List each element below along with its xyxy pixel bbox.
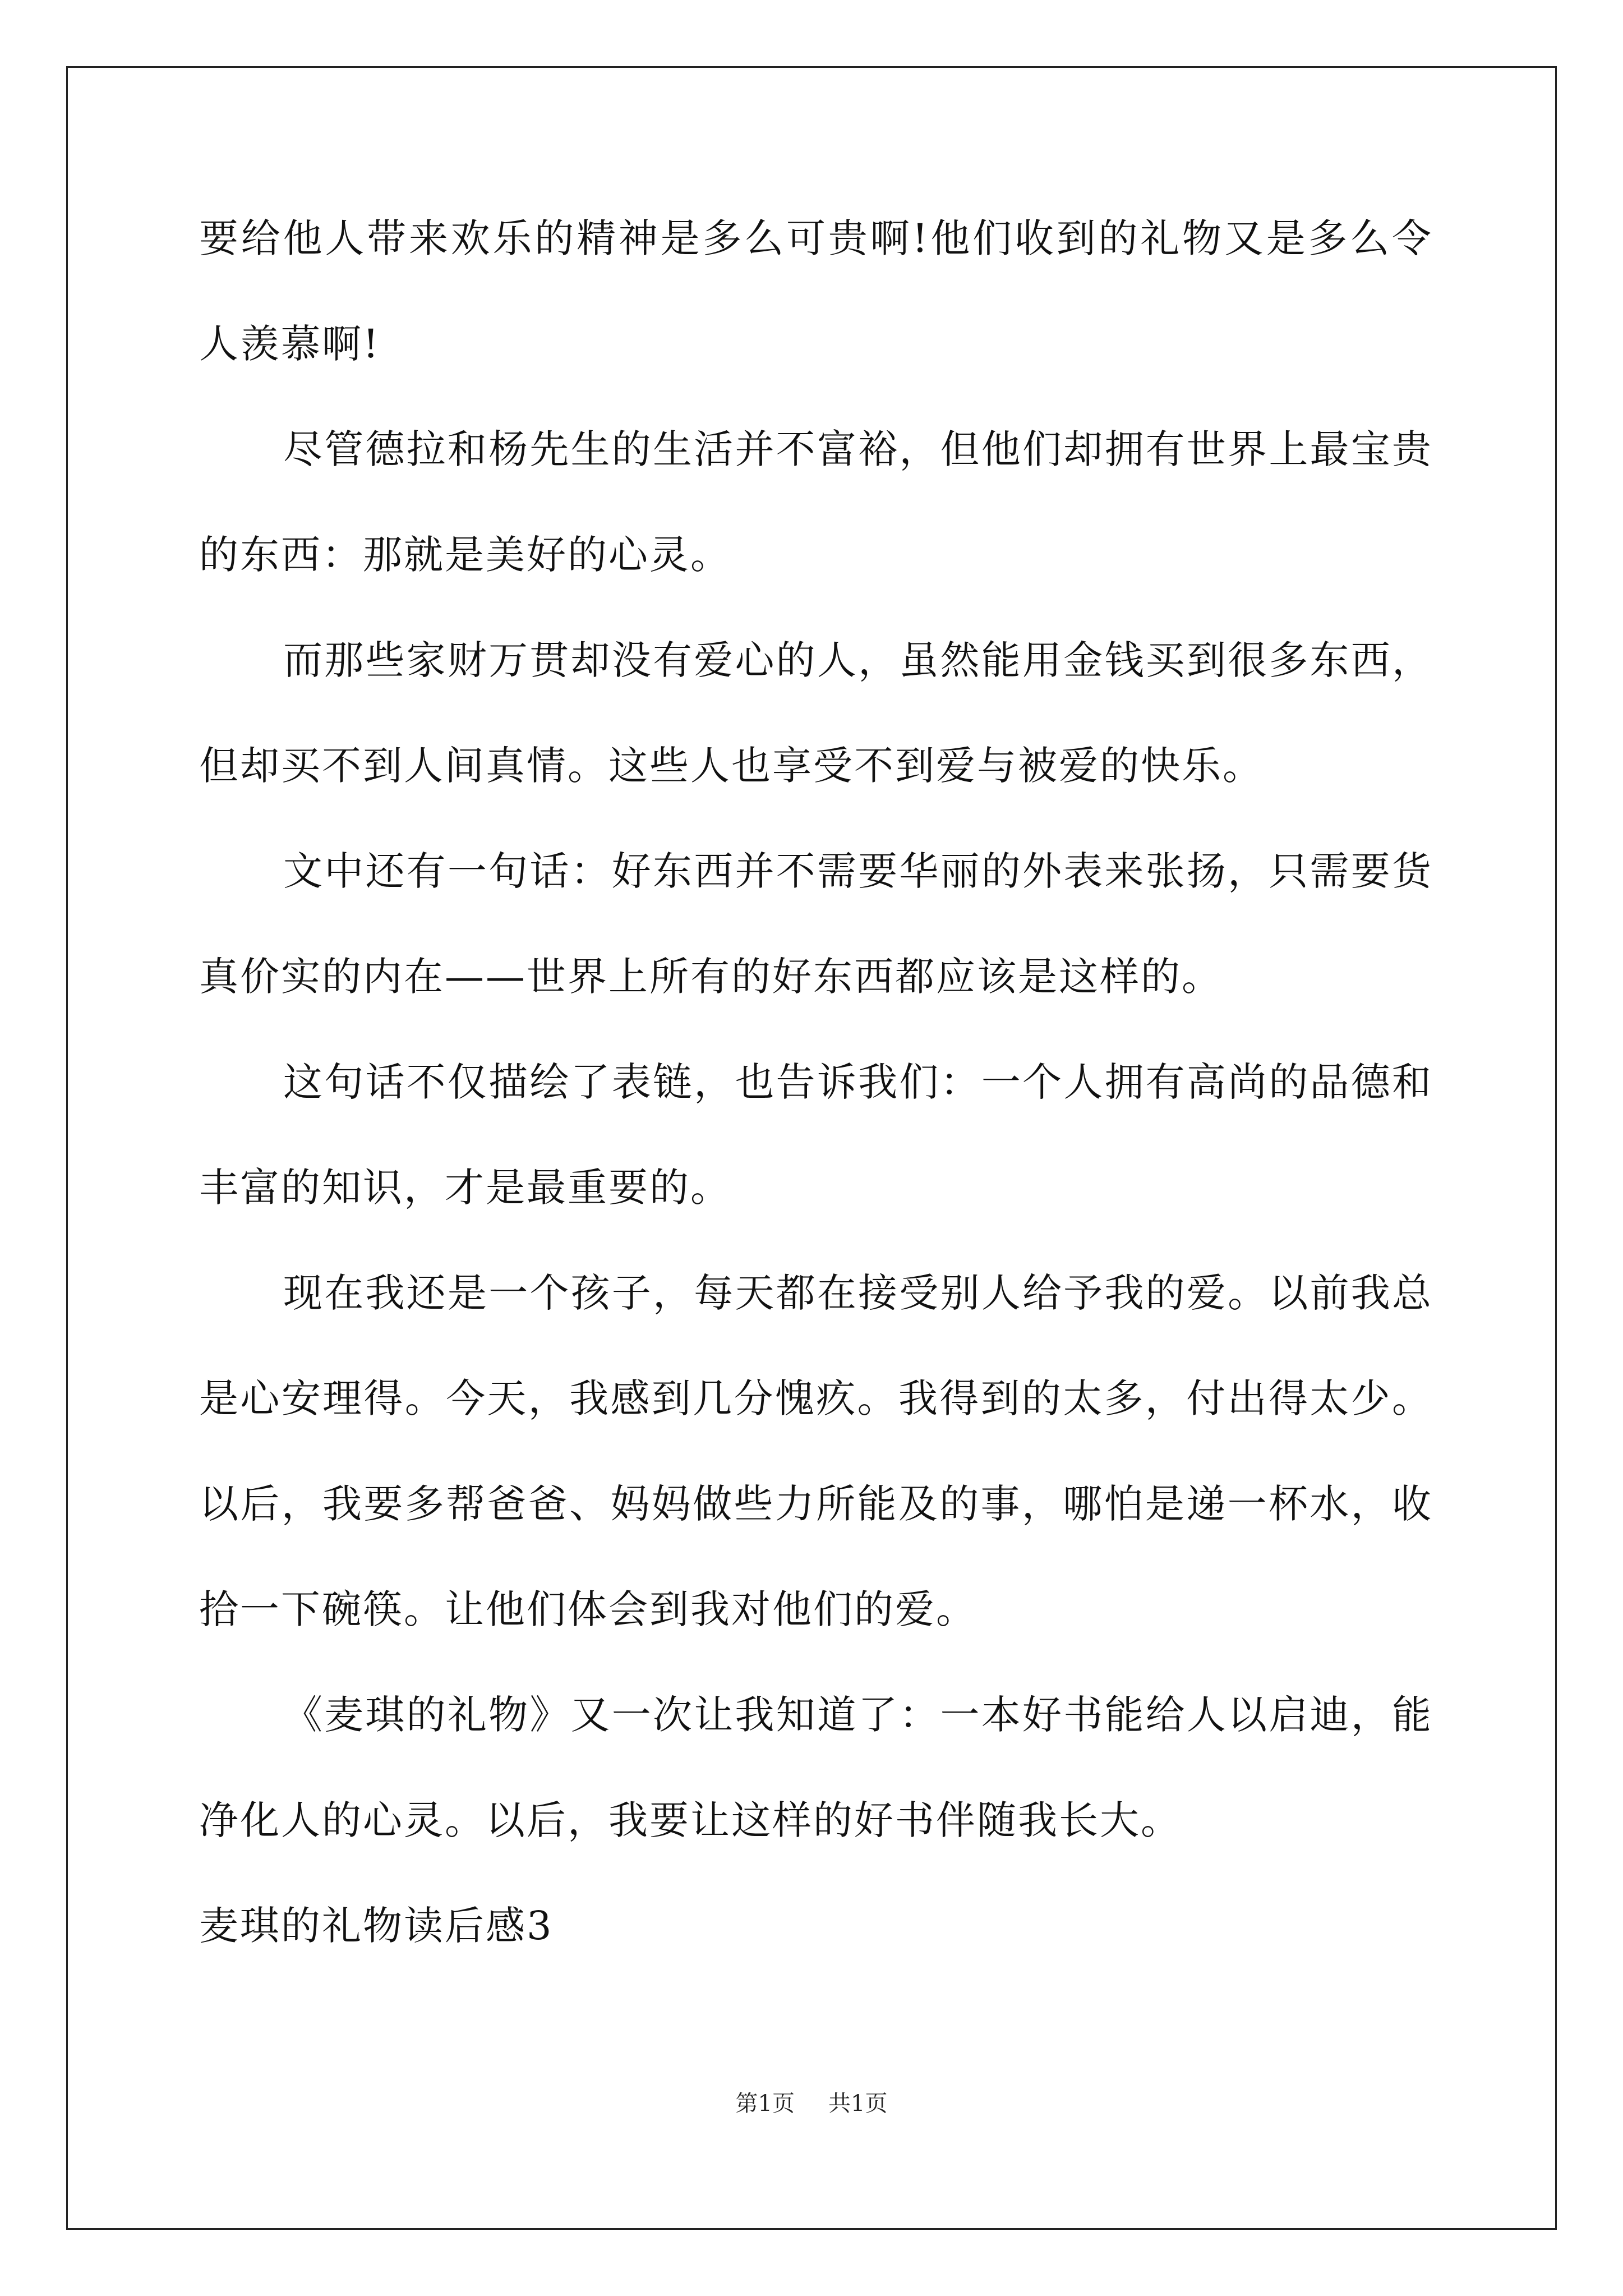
paragraph-line: 的东西：那就是美好的心灵。 xyxy=(199,532,731,578)
page-total: 共1页 xyxy=(828,2091,888,2116)
page-number: 第1页 xyxy=(735,2091,795,2116)
paragraph-line: 《麦琪的礼物》又一次让我知道了：一本好书能给人以启迪，能 xyxy=(283,1692,1433,1738)
paragraph-line: 文中还有一句话：好东西并不需要华丽的外表来张扬，只需要货 xyxy=(283,848,1433,894)
paragraph-line: 是心安理得。今天，我感到几分愧疚。我得到的太多，付出得太少。 xyxy=(199,1375,1433,1421)
page-footer xyxy=(0,2087,1623,2120)
paragraph-line: 这句话不仅描绘了表链，也告诉我们：一个人拥有高尚的品德和 xyxy=(283,1059,1433,1105)
paragraph-line: 净化人的心灵。以后，我要让这样的好书伴随我长大。 xyxy=(199,1797,1182,1843)
section-heading: 麦琪的礼物读后感3 xyxy=(199,1903,554,1949)
paragraph-line: 以后，我要多帮爸爸、妈妈做些力所能及的事，哪怕是递一杯水，收 xyxy=(199,1481,1433,1527)
paragraph-line: 尽管德拉和杨先生的生活并不富裕，但他们却拥有世界上最宝贵 xyxy=(283,426,1433,472)
paragraph-line: 但却买不到人间真情。这些人也享受不到爱与被爱的快乐。 xyxy=(199,743,1264,789)
paragraph-line: 要给他人带来欢乐的精神是多么可贵啊!他们收到的礼物又是多么令 xyxy=(199,215,1433,261)
paragraph-line: 丰富的知识，才是最重要的。 xyxy=(199,1165,731,1211)
paragraph-line: 现在我还是一个孩子，每天都在接受别人给予我的爱。以前我总 xyxy=(283,1270,1433,1316)
paragraph-line: 人羡慕啊! xyxy=(199,321,381,367)
paragraph-line: 真价实的内在——世界上所有的好东西都应该是这样的。 xyxy=(199,954,1223,1000)
paragraph-line: 而那些家财万贯却没有爱心的人，虽然能用金钱买到很多东西， xyxy=(283,637,1433,683)
paragraph-line: 拾一下碗筷。让他们体会到我对他们的爱。 xyxy=(199,1586,977,1632)
